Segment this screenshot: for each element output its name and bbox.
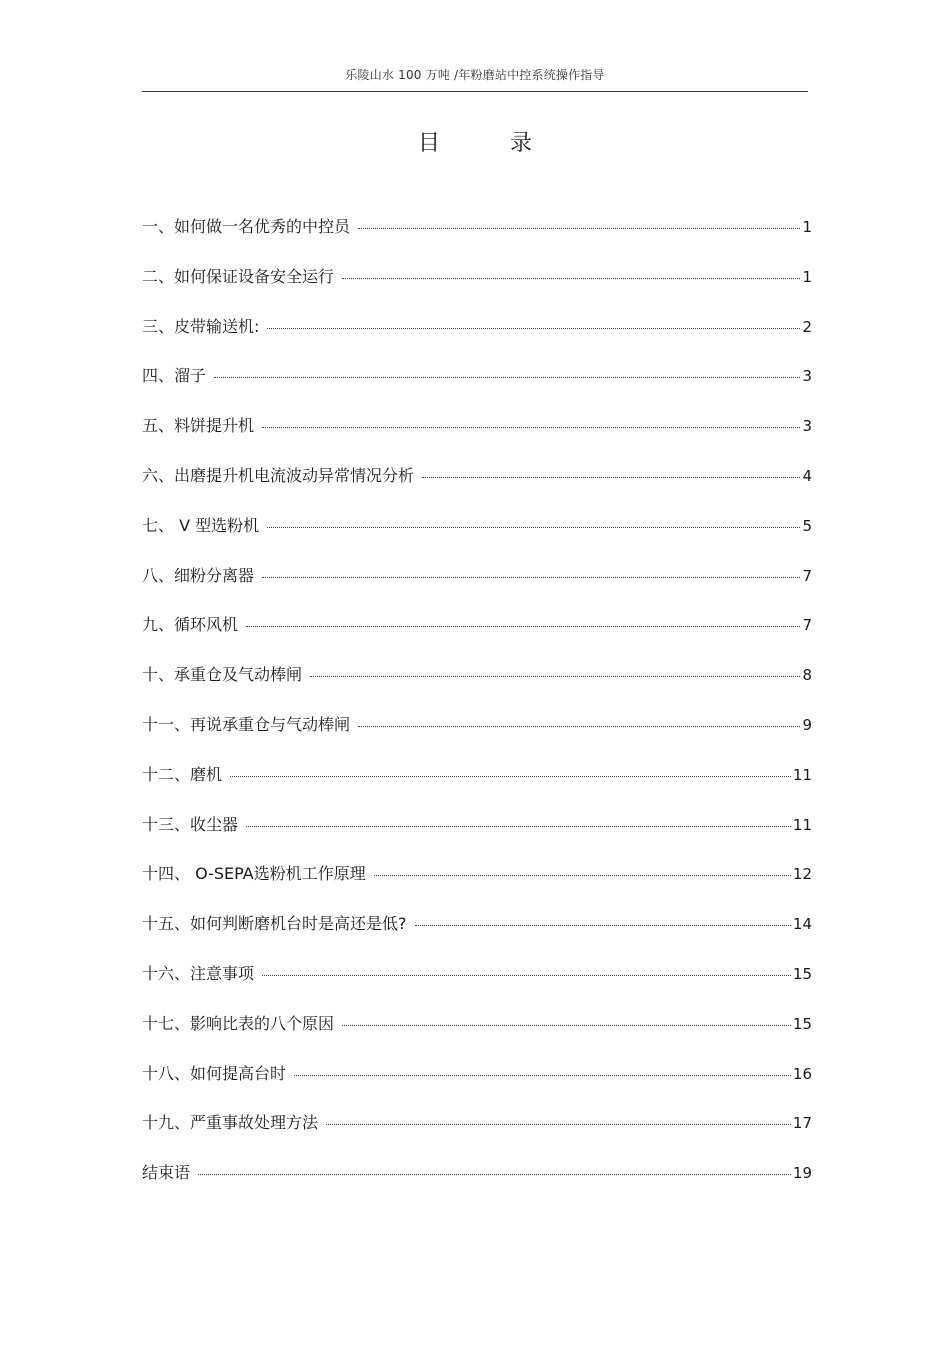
toc-entry[interactable] [142,762,812,812]
toc-entry-page-number: 17 [792,1114,812,1133]
dot-leader [415,925,791,926]
toc-entry-page-number: 5 [802,516,812,535]
toc-entry-label: 五、料饼提升机 [142,416,255,436]
dot-leader [326,1124,791,1125]
dot-leader [294,1075,791,1076]
dot-leader [262,427,800,428]
toc-entry-page-number: 9 [802,715,812,734]
toc-entry[interactable] [142,513,812,563]
dot-leader [267,328,800,329]
toc-entry-page-number: 11 [792,815,812,834]
dot-leader [342,1025,791,1026]
dot-leader [342,278,800,279]
dot-leader [374,875,791,876]
dot-leader [262,577,800,578]
toc-entry-page-number: 8 [802,666,812,685]
toc-entry[interactable] [142,911,812,961]
toc-entry-page-number: 3 [802,417,812,436]
toc-title: 目录 [417,131,602,156]
toc-entry-label: 二、如何保证设备安全运行 [142,266,335,286]
toc-entry[interactable] [142,612,812,662]
toc-entry-page-number: 7 [802,566,812,585]
toc-entry[interactable] [142,662,812,712]
toc-entry-label: 八、细粉分离器 [142,565,255,585]
toc-entry-label: 十一、再说承重仓与气动棒闸 [142,714,351,734]
toc-entry-label: 十七、影响比表的八个原因 [142,1013,335,1033]
toc-entry-page-number: 3 [802,367,812,386]
toc-entry-page-number: 1 [802,267,812,286]
toc-entry-label: 四、溜子 [142,366,207,386]
toc-entry-page-number: 11 [792,765,812,784]
toc-entry-label: 九、循环风机 [142,615,239,635]
dot-leader [262,975,791,976]
toc-entry[interactable] [142,812,812,862]
table-of-contents [142,214,812,1210]
toc-entry[interactable] [142,463,812,513]
toc-entry-label: 十二、磨机 [142,764,223,784]
toc-entry-label: 十五、如何判断磨机台时是高还是低? [142,914,407,934]
toc-entry[interactable] [142,1160,812,1210]
toc-entry[interactable] [142,264,812,314]
toc-entry-label: 十四、 O-SEPA选粉机工作原理 [142,864,366,884]
dot-leader [422,477,800,478]
toc-entry[interactable] [142,1011,812,1061]
dot-leader [358,228,800,229]
toc-entry-label: 六、出磨提升机电流波动异常情况分析 [142,465,415,485]
toc-entry-label: 一、如何做一名优秀的中控员 [142,217,351,236]
toc-entry[interactable] [142,563,812,613]
dot-leader [214,377,800,378]
toc-entry-page-number: 15 [792,964,812,983]
toc-entry[interactable] [142,961,812,1011]
toc-entry-page-number: 12 [792,865,812,884]
dot-leader [310,676,800,677]
toc-entry[interactable] [142,363,812,413]
toc-entry-page-number: 7 [802,616,812,635]
toc-entry-label: 十六、注意事项 [142,963,255,983]
toc-entry-page-number: 15 [792,1014,812,1033]
toc-entry-label: 结束语 [142,1163,191,1183]
toc-entry[interactable] [142,861,812,911]
running-header: 乐陵山水 100 万吨 /年粉磨站中控系统操作指导 [345,68,605,82]
toc-entry-label: 十、承重仓及气动棒闸 [142,665,303,685]
toc-entry-label: 十八、如何提高台时 [142,1063,287,1083]
toc-entry-page-number: 1 [802,218,812,236]
toc-entry-page-number: 2 [802,317,812,336]
dot-leader [246,626,800,627]
toc-entry[interactable] [142,214,812,264]
dot-leader [198,1174,791,1175]
toc-entry-label: 十三、收尘器 [142,814,239,834]
toc-entry[interactable] [142,1061,812,1111]
toc-entry-page-number: 16 [792,1064,812,1083]
toc-entry[interactable] [142,712,812,762]
dot-leader [230,776,791,777]
toc-entry-label: 十九、严重事故处理方法 [142,1113,319,1133]
toc-entry[interactable] [142,413,812,463]
toc-entry-page-number: 19 [792,1164,812,1183]
dot-leader [246,826,791,827]
dot-leader [267,527,800,528]
toc-entry-page-number: 14 [792,915,812,934]
toc-entry-page-number: 4 [802,466,812,485]
toc-entry-label: 三、皮带输送机: [142,316,260,336]
toc-entry-label: 七、 V 型选粉机 [142,515,260,535]
header-divider [142,91,808,92]
dot-leader [358,726,800,727]
toc-entry[interactable] [142,314,812,364]
toc-entry[interactable] [142,1110,812,1160]
